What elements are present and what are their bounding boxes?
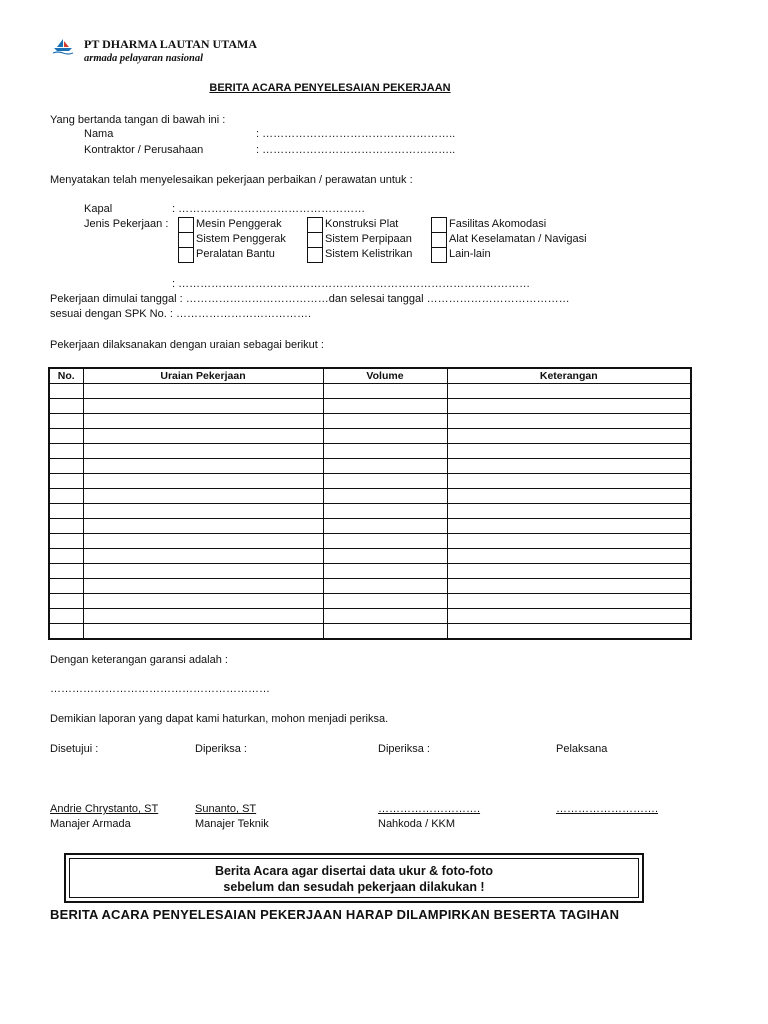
document-title: BERITA ACARA PENYELESAIAN PEKERJAAN: [209, 82, 451, 94]
table-cell[interactable]: [323, 609, 447, 624]
col-header-no: No.: [49, 368, 83, 384]
table-cell[interactable]: [323, 459, 447, 474]
signature-name-nahkoda: ……………………….: [378, 803, 481, 815]
table-cell[interactable]: [323, 384, 447, 399]
table-cell[interactable]: [49, 414, 83, 429]
signature-name-pelaksana: ……………………….: [556, 803, 659, 815]
col-header-uraian: Uraian Pekerjaan: [83, 368, 323, 384]
table-cell[interactable]: [49, 489, 83, 504]
table-cell[interactable]: [447, 549, 691, 564]
table-cell[interactable]: [323, 444, 447, 459]
table-cell[interactable]: [49, 399, 83, 414]
table-cell[interactable]: [323, 624, 447, 640]
signature-role-approved: Disetujui :: [50, 743, 99, 755]
option-label: Mesin Penggerak: [196, 218, 282, 230]
closing-text: Demikian laporan yang dapat kami haturkan, mohon menjadi periksa.: [50, 713, 389, 725]
notice-box-inner: [69, 858, 639, 898]
company-name: PT DHARMA LAUTAN UTAMA: [84, 37, 257, 51]
table-cell[interactable]: [447, 624, 691, 640]
signature-role-executor: Pelaksana: [556, 743, 608, 755]
table-cell[interactable]: [323, 549, 447, 564]
table-cell[interactable]: [323, 474, 447, 489]
table-cell[interactable]: [49, 564, 83, 579]
table-cell[interactable]: [447, 414, 691, 429]
kontraktor-label: Kontraktor / Perusahaan: [84, 144, 204, 156]
table-row: [49, 429, 691, 444]
signature-role-checked-2: Diperiksa :: [378, 743, 430, 755]
table-cell[interactable]: [83, 624, 323, 640]
table-cell[interactable]: [83, 519, 323, 534]
table-cell[interactable]: [323, 504, 447, 519]
table-row: [49, 564, 691, 579]
table-row: [49, 534, 691, 549]
spk-line: sesuai dengan SPK No. : ……………………………….: [50, 308, 312, 320]
option-label: Fasilitas Akomodasi: [449, 218, 547, 230]
notice-line-1: Berita Acara agar disertai data ukur & foto-foto: [214, 864, 494, 878]
table-cell[interactable]: [49, 429, 83, 444]
table-cell[interactable]: [447, 489, 691, 504]
table-cell[interactable]: [83, 549, 323, 564]
table-cell[interactable]: [83, 534, 323, 549]
table-row: [49, 504, 691, 519]
table-cell[interactable]: [323, 534, 447, 549]
table-cell[interactable]: [83, 504, 323, 519]
option-label: Lain-lain: [449, 248, 491, 260]
table-header-row: [49, 368, 691, 384]
signature-name-manajer-teknik: Sunanto, ST: [195, 803, 257, 815]
other-work-field: : ……………………………………………………………………………………: [172, 278, 531, 290]
table-cell[interactable]: [447, 384, 691, 399]
table-cell[interactable]: [447, 429, 691, 444]
option-label: Sistem Penggerak: [196, 233, 286, 245]
table-cell[interactable]: [49, 384, 83, 399]
checkbox-konstruksi-plat[interactable]: [307, 217, 323, 233]
table-cell[interactable]: [83, 489, 323, 504]
table-cell[interactable]: [83, 474, 323, 489]
company-tagline: armada pelayaran nasional: [84, 53, 204, 64]
table-cell[interactable]: [49, 474, 83, 489]
ship-logo-icon: [52, 38, 74, 56]
signature-position-nahkoda: Nahkoda / KKM: [378, 818, 456, 830]
notice-line-2: sebelum dan sesudah pekerjaan dilakukan !: [223, 880, 485, 894]
nama-label: Nama: [84, 128, 114, 140]
table-cell[interactable]: [323, 489, 447, 504]
table-cell[interactable]: [83, 444, 323, 459]
table-cell[interactable]: [83, 579, 323, 594]
table-cell[interactable]: [49, 549, 83, 564]
table-cell[interactable]: [323, 399, 447, 414]
table-cell[interactable]: [83, 594, 323, 609]
signature-position-teknik: Manajer Teknik: [195, 818, 269, 830]
table-cell[interactable]: [447, 609, 691, 624]
checkbox-sistem-penggerak[interactable]: [178, 232, 194, 248]
checkbox-mesin-penggerak[interactable]: [178, 217, 194, 233]
kontraktor-field: : ……………………………………………..: [256, 144, 456, 156]
table-cell[interactable]: [447, 579, 691, 594]
table-cell[interactable]: [447, 399, 691, 414]
signature-name-manajer-armada: Andrie Chrystanto, ST: [50, 803, 159, 815]
table-cell[interactable]: [83, 429, 323, 444]
table-cell[interactable]: [323, 519, 447, 534]
checkbox-peralatan-bantu[interactable]: [178, 247, 194, 263]
footer-instruction: BERITA ACARA PENYELESAIAN PEKERJAAN HARAP DILAMPIRKAN BESERTA TAGIHAN: [50, 907, 620, 922]
table-row: [49, 549, 691, 564]
table-row: [49, 609, 691, 624]
signature-role-checked: Diperiksa :: [195, 743, 247, 755]
description-intro: Pekerjaan dilaksanakan dengan uraian sebagai berikut :: [50, 339, 324, 351]
table-row: [49, 594, 691, 609]
table-row: [49, 459, 691, 474]
start-date-line: Pekerjaan dimulai tanggal : …………………………………dan selesai tanggal …………………………………: [50, 293, 570, 305]
option-label: Sistem Perpipaan: [325, 233, 412, 245]
warranty-label: Dengan keterangan garansi adalah :: [50, 654, 228, 666]
table-row: [49, 444, 691, 459]
table-cell[interactable]: [447, 474, 691, 489]
table-cell[interactable]: [49, 624, 83, 640]
table-cell[interactable]: [323, 594, 447, 609]
option-label: Peralatan Bantu: [196, 248, 275, 260]
table-row: [49, 399, 691, 414]
notice-box: [64, 853, 644, 903]
statement-text: Menyatakan telah menyelesaikan pekerjaan perbaikan / perawatan untuk :: [50, 174, 413, 186]
signature-position-armada: Manajer Armada: [50, 818, 131, 830]
col-header-keterangan: Keterangan: [447, 368, 691, 384]
option-label: Sistem Kelistrikan: [325, 248, 413, 260]
table-cell[interactable]: [83, 609, 323, 624]
nama-field: : ……………………………………………..: [256, 128, 456, 140]
option-label: Alat Keselamatan / Navigasi: [449, 233, 587, 245]
table-row: [49, 579, 691, 594]
table-cell[interactable]: [447, 519, 691, 534]
table-cell[interactable]: [323, 429, 447, 444]
checkbox-lain-lain[interactable]: [431, 247, 447, 263]
checkbox-sistem-perpipaan[interactable]: [307, 232, 323, 248]
table-cell[interactable]: [323, 414, 447, 429]
jenis-pekerjaan-label: Jenis Pekerjaan :: [84, 218, 169, 230]
table-cell[interactable]: [83, 384, 323, 399]
checkbox-sistem-kelistrikan[interactable]: [307, 247, 323, 263]
table-cell[interactable]: [49, 444, 83, 459]
table-cell[interactable]: [83, 564, 323, 579]
checkbox-alat-keselamatan[interactable]: [431, 232, 447, 248]
table-cell[interactable]: [447, 564, 691, 579]
table-cell[interactable]: [49, 594, 83, 609]
kapal-label: Kapal: [84, 203, 113, 215]
table-row: [49, 474, 691, 489]
table-cell[interactable]: [447, 594, 691, 609]
table-row: [49, 414, 691, 429]
table-cell[interactable]: [49, 579, 83, 594]
checkbox-fasilitas-akomodasi[interactable]: [431, 217, 447, 233]
table-cell[interactable]: [447, 504, 691, 519]
table-cell[interactable]: [49, 459, 83, 474]
work-table: [48, 367, 692, 640]
col-header-volume: Volume: [323, 368, 447, 384]
table-cell[interactable]: [49, 519, 83, 534]
table-cell[interactable]: [83, 459, 323, 474]
table-row: [49, 489, 691, 504]
table-cell[interactable]: [447, 444, 691, 459]
table-cell[interactable]: [49, 609, 83, 624]
table-cell[interactable]: [323, 564, 447, 579]
table-cell[interactable]: [323, 579, 447, 594]
table-cell[interactable]: [447, 534, 691, 549]
table-row: [49, 624, 691, 640]
table-cell[interactable]: [49, 504, 83, 519]
table-cell[interactable]: [83, 399, 323, 414]
option-label: Konstruksi Plat: [325, 218, 399, 230]
warranty-field: ……………………………………………………: [50, 683, 270, 695]
table-row: [49, 384, 691, 399]
table-cell[interactable]: [49, 534, 83, 549]
table-row: [49, 519, 691, 534]
table-cell[interactable]: [83, 414, 323, 429]
kapal-field: : ……………………………………………: [172, 203, 366, 215]
table-cell[interactable]: [447, 459, 691, 474]
opening-text: Yang bertanda tangan di bawah ini :: [50, 114, 226, 126]
